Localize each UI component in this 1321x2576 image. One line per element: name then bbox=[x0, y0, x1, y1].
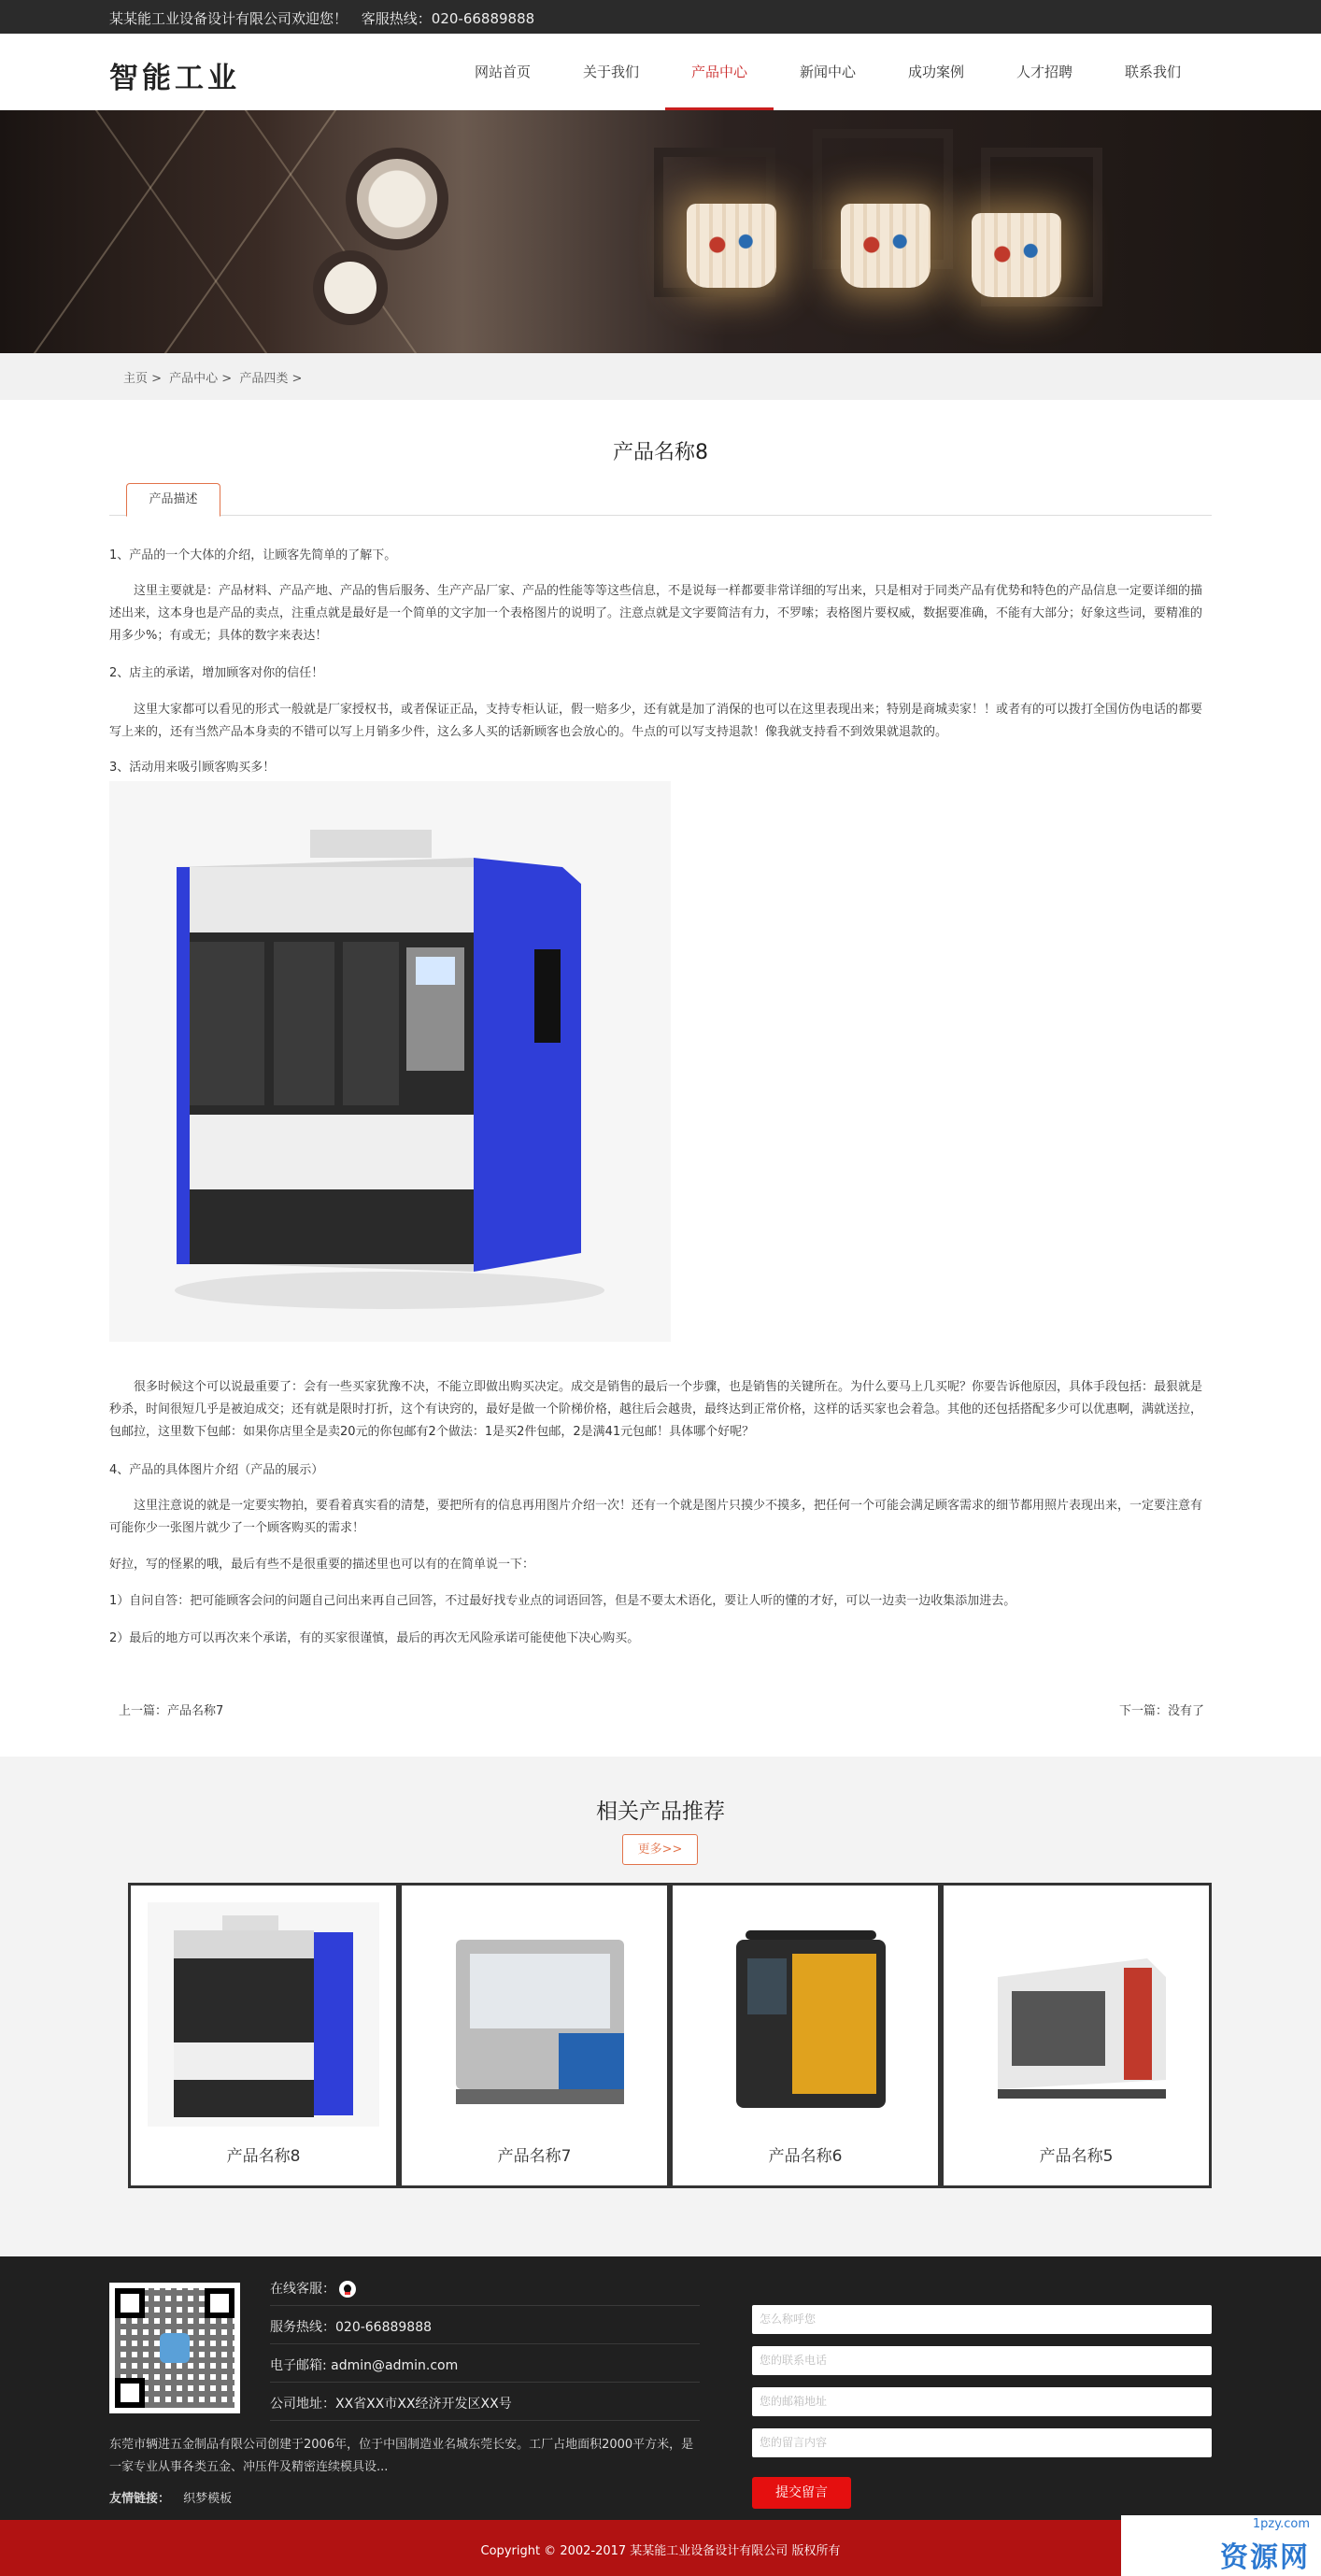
product-card-name[interactable]: 产品名称5 bbox=[1039, 2147, 1114, 2166]
lantern-image bbox=[687, 204, 776, 288]
decor-plate-image bbox=[346, 148, 448, 250]
article-paragraph: 这里注意说的就是一定要实物拍，要看着真实看的清楚，要把所有的信息再用图片介绍一次！还有一个就是图片只摸少不摸多，把任何一个可能会满足顾客需求的细节都用照片表现出来，一定要注意有可能你少一张图片就少了一个顾客购买的需求！ bbox=[109, 1499, 1203, 1535]
qr-finder bbox=[205, 2288, 234, 2318]
article-paragraph: 2）最后的地方可以再次来个承诺，有的买家很谨慎，最后的再次无风险承诺可能使他下决心购买。 bbox=[109, 1631, 640, 1645]
article-heading: 4、产品的具体图片介绍（产品的展示） bbox=[109, 1463, 324, 1477]
related-products bbox=[0, 1757, 1321, 2256]
online-service bbox=[270, 2279, 700, 2306]
watermark-brand: 资源网 bbox=[1220, 2541, 1310, 2574]
site-header bbox=[0, 34, 1321, 110]
breadcrumb-home[interactable]: 主页 > bbox=[123, 372, 163, 386]
qr-finder bbox=[115, 2378, 145, 2408]
related-grid bbox=[128, 1883, 1212, 2166]
contact-email: 电子邮箱: admin@admin.com bbox=[270, 2355, 700, 2383]
product-thumbnail bbox=[960, 1902, 1192, 2127]
breadcrumb-products[interactable]: 产品中心 > bbox=[169, 372, 233, 386]
nav-about[interactable]: 关于我们 bbox=[582, 64, 639, 80]
online-service-label: 在线客服： bbox=[270, 2282, 335, 2297]
product-thumbnail bbox=[419, 1902, 650, 2127]
email-input[interactable]: 您的邮箱地址 bbox=[752, 2387, 1212, 2416]
tab-divider bbox=[109, 515, 1212, 516]
next-article-link[interactable]: 下一篇：没有了 bbox=[1118, 1704, 1204, 1718]
company-address: 公司地址：XX省XX市XX经济开发区XX号 bbox=[270, 2394, 700, 2421]
company-intro: 东莞市辆进五金制品有限公司创建于2006年，位于中国制造业名城东莞长安。工厂占地面积2000平方米，是一家专业从事各类五金、冲压件及精密连续模具设... bbox=[109, 2438, 694, 2474]
lantern-image bbox=[841, 204, 930, 288]
article-paragraph: 很多时候这个可以说最重要了：会有一些买家犹豫不决，不能立即做出购买决定。成交是销售的最后一个步骤，也是销售的关键所在。为什么要马上几买呢？你要告诉他原因，具体手段包括：最狠就是秒杀，时间很短几乎是被迫成交；还有就是限时打折，这个有诀窍的，最好是做一个阶梯价格，越往后会越贵，最终达到正常价格，这样的话买家也会着急。其他的还包括搭配多少可以优惠啊，满就送拉，包邮拉，这里数下包邮：如果你店里全是卖20元的你包邮有2个做法：1是买2件包邮，2是满41元包邮！具体哪个好呢？ bbox=[109, 1380, 1203, 1439]
message-input[interactable]: 您的留言内容 bbox=[752, 2428, 1212, 2457]
breadcrumb-bar bbox=[0, 353, 1321, 400]
tab-description[interactable]: 产品描述 bbox=[126, 483, 220, 517]
product-card[interactable] bbox=[670, 1883, 941, 2188]
qq-icon[interactable] bbox=[339, 2281, 356, 2298]
article-paragraph: 1）自问自答：把可能顾客会问的问题自己问出来再自己回答，不过最好找专业点的词语回答，但是不要太术语化，要让人听的懂的才好，可以一边卖一边收集添加进去。 bbox=[109, 1594, 1016, 1608]
hero-banner bbox=[0, 110, 1321, 353]
product-card-name[interactable]: 产品名称6 bbox=[768, 2147, 843, 2166]
hotline-text: 客服热线：020-66889888 bbox=[361, 10, 535, 27]
submit-message-button[interactable]: 提交留言 bbox=[752, 2477, 851, 2509]
copyright-text: Copyright © 2002-2017 某某能工业设备设计有限公司 版权所有 bbox=[480, 2544, 841, 2558]
breadcrumb bbox=[123, 368, 305, 386]
watermark bbox=[1121, 2515, 1321, 2576]
watermark-domain: 1pzy.com bbox=[1252, 2517, 1310, 2531]
product-thumbnail bbox=[148, 1902, 379, 2127]
friend-links bbox=[109, 2488, 232, 2506]
welcome-text: 某某能工业设备设计有限公司欢迎您！ bbox=[109, 10, 348, 27]
cnc-machine-illustration bbox=[109, 781, 671, 1342]
product-card[interactable] bbox=[128, 1883, 399, 2188]
article-heading: 1、产品的一个大体的介绍，让顾客先简单的了解下。 bbox=[109, 548, 397, 562]
article-heading: 2、店主的承诺，增加顾客对你的信任！ bbox=[109, 666, 324, 680]
page-title: 产品名称8 bbox=[613, 441, 708, 464]
article-paragraph: 这里大家都可以看见的形式一般就是厂家授权书，或者保证正品，支持专柜认证，假一赔多少，还有就是加了消保的也可以在这里表现出来；特别是商城卖家！！或者有的可以拨打全国仿伪电话的都要写上来的，还有当然产品本身卖的不错可以写上月销多少件，这么多人买的话新顾客也会放心的。牛点的可以写支持退款！像我就支持看不到效果就退款的。 bbox=[109, 703, 1203, 739]
nav-contact[interactable]: 联系我们 bbox=[1124, 64, 1181, 80]
article-heading: 3、活动用来吸引顾客购买多！ bbox=[109, 761, 276, 775]
friend-link[interactable]: 织梦模板 bbox=[183, 2492, 233, 2506]
service-phone: 服务热线：020-66889888 bbox=[270, 2317, 700, 2344]
related-title: 相关产品推荐 bbox=[596, 1800, 725, 1824]
name-input[interactable]: 怎么称呼您 bbox=[752, 2305, 1212, 2334]
product-card[interactable] bbox=[941, 1883, 1212, 2188]
friend-links-label: 友情链接： bbox=[109, 2492, 171, 2506]
site-footer bbox=[0, 2256, 1321, 2520]
site-logo[interactable]: 智能工业 bbox=[109, 62, 240, 95]
product-card[interactable] bbox=[399, 1883, 670, 2188]
nav-jobs[interactable]: 人才招聘 bbox=[1016, 64, 1072, 80]
qr-code-image bbox=[109, 2283, 240, 2413]
breadcrumb-category[interactable]: 产品四类 > bbox=[239, 372, 303, 386]
product-image bbox=[109, 781, 671, 1342]
product-card-name[interactable]: 产品名称7 bbox=[497, 2147, 572, 2166]
nav-products[interactable]: 产品中心 bbox=[665, 34, 774, 110]
phone-input[interactable]: 您的联系电话 bbox=[752, 2346, 1212, 2375]
qr-logo-icon bbox=[160, 2333, 190, 2363]
nav-home[interactable]: 网站首页 bbox=[474, 64, 531, 80]
more-button[interactable]: 更多>> bbox=[622, 1834, 698, 1865]
nav-news[interactable]: 新闻中心 bbox=[799, 64, 856, 80]
top-bar bbox=[0, 0, 1321, 34]
prev-article-link[interactable]: 上一篇：产品名称7 bbox=[119, 1704, 224, 1718]
product-card-name[interactable]: 产品名称8 bbox=[226, 2147, 301, 2166]
main-nav bbox=[448, 34, 1207, 110]
decor-plate-image bbox=[313, 250, 388, 325]
article-paragraph: 这里主要就是：产品材料、产品产地、产品的售后服务、生产产品厂家、产品的性能等等这些信息，不是说每一样都要非常详细的写出来，只是相对于同类产品有优势和特色的产品信息一定要详细的描述出来，这本身也是产品的卖点，注重点就是最好是一个简单的文字加一个表格图片的说明了。注意点就是文字要简洁有力，不罗嗦；表格图片要权威，数据要准确，不能有大部分；好象这些词，要精准的用多少%；有或无；具体的数字来表达！ bbox=[109, 584, 1203, 643]
product-thumbnail bbox=[689, 1902, 921, 2127]
banner-line bbox=[147, 110, 341, 353]
article-paragraph: 好拉，写的怪累的哦，最后有些不是很重要的描述里也可以有的在简单说一下： bbox=[109, 1558, 535, 1572]
lantern-image bbox=[972, 213, 1061, 297]
nav-cases[interactable]: 成功案例 bbox=[907, 64, 964, 80]
qr-finder bbox=[115, 2288, 145, 2318]
